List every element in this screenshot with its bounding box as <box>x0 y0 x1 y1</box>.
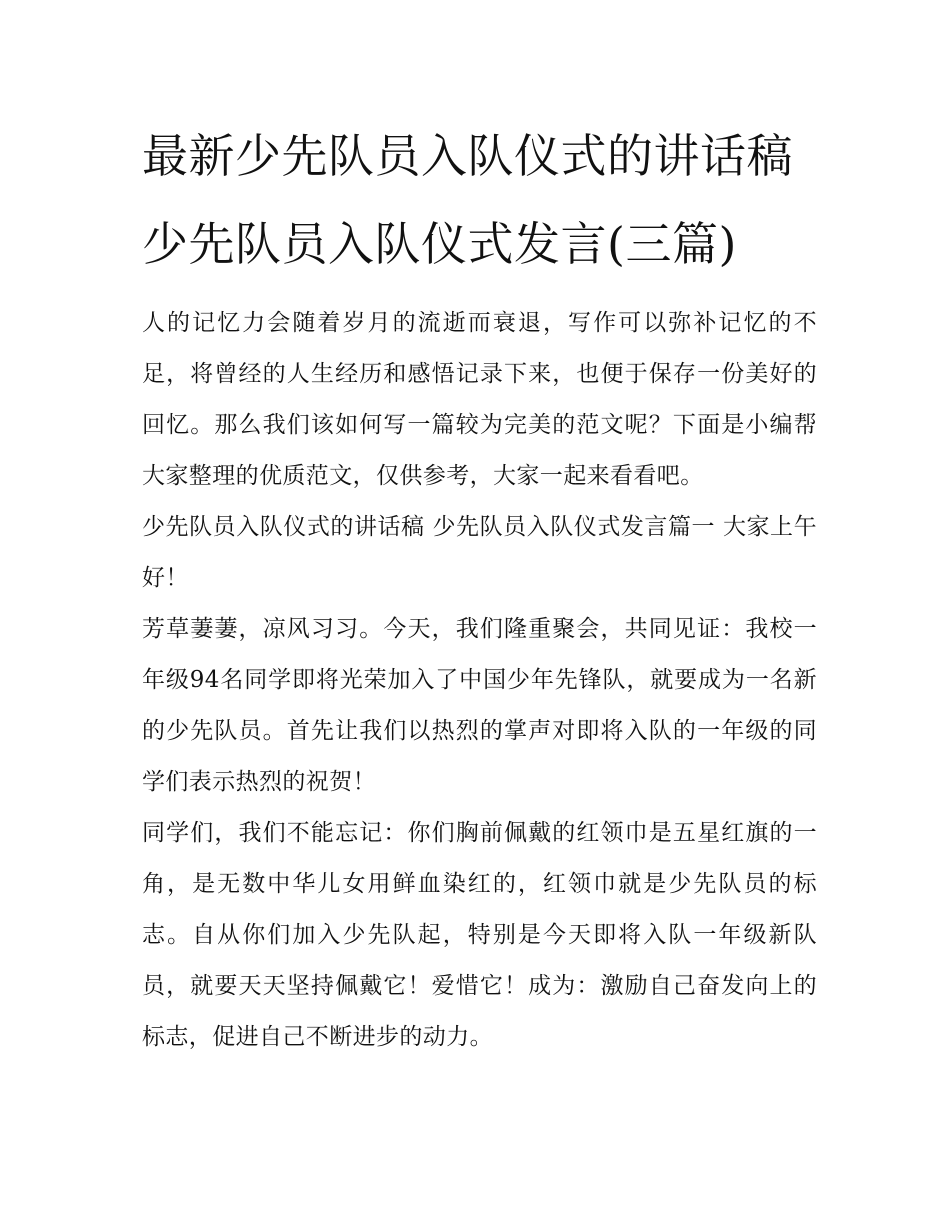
paragraph-ceremony: 芳草萋萋，凉风习习。今天，我们隆重聚会，共同见证：我校一年级94名同学即将光荣加入了中国少年先锋队，就要成为一名新的少先队员。首先让我们以热烈的掌声对即将入队的一年级的同学们表示热烈的祝贺！ <box>142 616 817 795</box>
document-title: 最新少先队员入队仪式的讲话稿 少先队员入队仪式发言(三篇) <box>142 129 793 271</box>
paragraph-intro: 人的记忆力会随着岁月的流逝而衰退，写作可以弥补记忆的不足，将曾经的人生经历和感悟记录下来，也便于保存一份美好的回忆。那么我们该如何写一篇较为完美的范文呢？下面是小编帮大家整理的优质范文，仅供参考，大家一起来看看吧。 <box>142 310 817 489</box>
paragraph-red-scarf: 同学们，我们不能忘记：你们胸前佩戴的红领巾是五星红旗的一角，是无数中华儿女用鲜血染红的，红领巾就是少先队员的标志。自从你们加入少先队起，特别是今天即将入队一年级新队员，就要天天坚持佩戴它！爱惜它！成为：激励自己奋发向上的标志，促进自己不断进步的动力。 <box>142 820 817 1050</box>
paragraph-greeting: 少先队员入队仪式的讲话稿 少先队员入队仪式发言篇一 大家上午好！ <box>142 514 817 591</box>
document-page <box>142 112 817 1063</box>
